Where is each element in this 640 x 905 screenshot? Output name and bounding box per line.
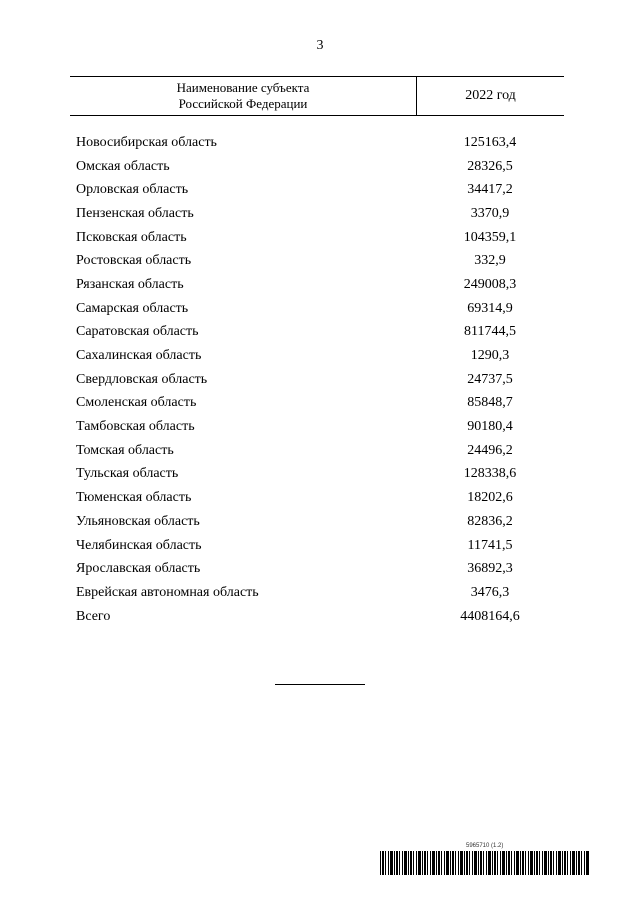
- row-value: 811744,5: [464, 324, 516, 340]
- row-value: 18202,6: [467, 490, 513, 506]
- row-value: 249008,3: [463, 276, 517, 292]
- row-name: Новосибирская область: [76, 134, 217, 150]
- table-row: [70, 155, 564, 179]
- barcode-caption: 5965710 (1.2): [466, 843, 504, 849]
- row-name: Ростовская область: [76, 253, 192, 269]
- row-value: 28326,5: [467, 158, 513, 174]
- row-value: 24496,2: [467, 442, 513, 458]
- row-value: 4408164,6: [460, 608, 520, 624]
- header-year: 2022 год: [465, 88, 516, 103]
- page-number: 3: [316, 38, 324, 53]
- row-value: 24737,5: [467, 371, 513, 387]
- table-row: [70, 249, 564, 273]
- row-value: 36892,3: [467, 561, 513, 577]
- table-row: [70, 273, 564, 297]
- data-table: [70, 76, 564, 628]
- row-name: Омская область: [76, 158, 170, 174]
- table-row: [70, 534, 564, 558]
- row-value: 1290,3: [470, 348, 510, 364]
- row-name: Рязанская область: [76, 276, 184, 292]
- table-row: [70, 557, 564, 581]
- table-row: [70, 368, 564, 392]
- row-name: Свердловская область: [76, 371, 208, 387]
- row-name: Пензенская область: [76, 205, 194, 221]
- end-divider: [275, 684, 365, 685]
- row-value: 85848,7: [467, 395, 513, 411]
- table-row: [70, 131, 564, 155]
- table-row: [70, 178, 564, 202]
- table-row: [70, 581, 564, 605]
- row-name: Еврейская автономная область: [76, 584, 259, 600]
- table-row: [70, 202, 564, 226]
- row-value: 332,9: [474, 253, 506, 269]
- row-value: 11741,5: [467, 537, 513, 553]
- table-row: [70, 297, 564, 321]
- row-name: Самарская область: [76, 300, 189, 316]
- row-name: Псковская область: [76, 229, 187, 245]
- row-name: Орловская область: [76, 182, 189, 198]
- row-value: 69314,9: [467, 300, 513, 316]
- table-row: [70, 226, 564, 250]
- row-name: Ульяновская область: [76, 513, 200, 529]
- header-subject-line1: Наименование субъекта: [176, 80, 310, 95]
- table-body: [70, 131, 564, 628]
- row-value: 128338,6: [463, 466, 517, 482]
- table-row: [70, 392, 564, 416]
- row-name: Тульская область: [76, 466, 179, 482]
- row-name: Саратовская область: [76, 324, 199, 340]
- header-subject-name: [70, 77, 417, 115]
- row-name: Всего: [76, 608, 111, 624]
- header-subject-line2: Российской Федерации: [178, 96, 308, 111]
- row-name: Сахалинская область: [76, 348, 202, 364]
- table-row: [70, 321, 564, 345]
- table-row: [70, 344, 564, 368]
- row-name: Тюменская область: [76, 490, 192, 506]
- row-value: 34417,2: [467, 182, 513, 198]
- table-row: [70, 486, 564, 510]
- table-row: [70, 439, 564, 463]
- row-value: 90180,4: [467, 419, 513, 435]
- row-value: 82836,2: [467, 513, 513, 529]
- table-row: [70, 510, 564, 534]
- table-row: [70, 415, 564, 439]
- table-row-total: [70, 605, 564, 629]
- row-value: 3476,3: [470, 584, 510, 600]
- row-value: 3370,9: [470, 205, 510, 221]
- row-name: Ярославская область: [76, 561, 201, 577]
- row-value: 125163,4: [463, 134, 517, 150]
- row-value: 104359,1: [463, 229, 517, 245]
- table-header: [70, 76, 564, 116]
- barcode-icon: [380, 851, 590, 875]
- row-name: Томская область: [76, 442, 174, 458]
- row-name: Челябинская область: [76, 537, 202, 553]
- row-name: Смоленская область: [76, 395, 197, 411]
- table-row: [70, 463, 564, 487]
- row-name: Тамбовская область: [76, 419, 195, 435]
